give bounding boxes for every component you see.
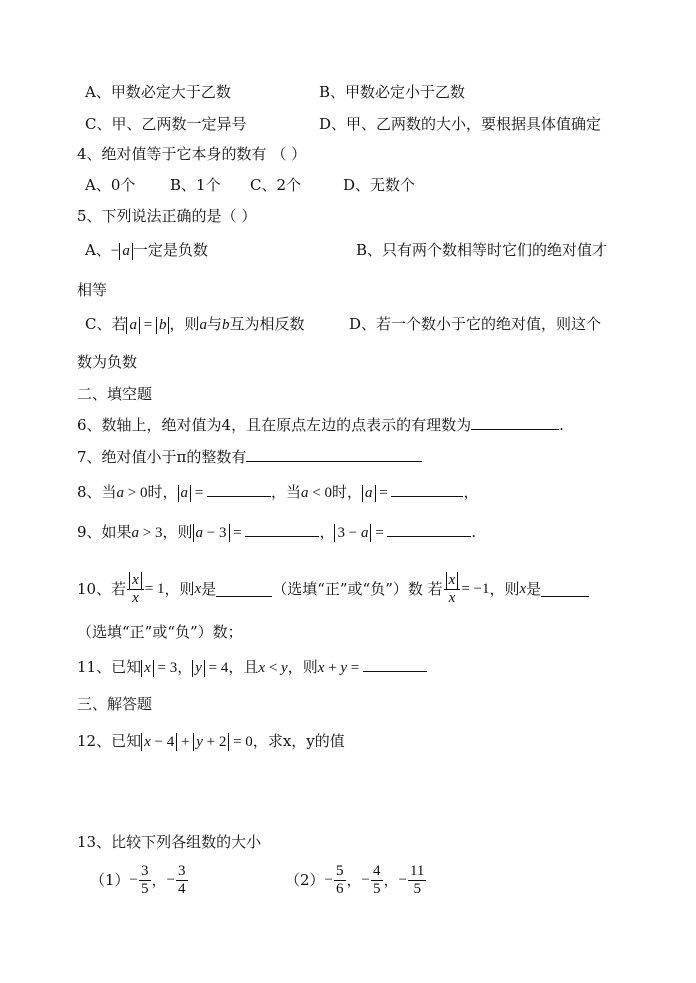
q5-option-b-line2: 相等: [77, 281, 108, 299]
q10-then-1: ，则: [164, 580, 195, 598]
q5-c-prefix: C、若: [85, 315, 127, 333]
q8-cond-2: < 0: [308, 485, 332, 501]
q10-x-1: x: [194, 581, 202, 597]
q8-end: ，: [463, 483, 479, 501]
q8-prefix: 8、当: [77, 483, 117, 501]
q4-option-b: B、1个: [170, 176, 221, 194]
q10-is-2: 是: [526, 580, 542, 598]
q6-text: 6、数轴上，绝对值为4，且在原点左边的点表示的有理数为: [77, 416, 472, 434]
q13-p1-f2-num: 3: [178, 862, 186, 879]
q13-p2-f1-num: 5: [336, 862, 344, 879]
q11-x: x: [258, 660, 266, 676]
q10-answer-blank-2[interactable]: [541, 582, 589, 597]
q3-option-d: D、甲、乙两数的大小，要根据具体值确定: [319, 115, 602, 133]
q10-eq-1: = 1: [144, 581, 165, 597]
q7-answer-blank[interactable]: [246, 447, 422, 462]
q12-y: y: [196, 734, 203, 750]
q7: [77, 447, 422, 467]
q5-a-abs: a: [119, 243, 133, 260]
q13-p2-fraction-3: [408, 863, 426, 898]
q12-eq0: = 0: [229, 734, 253, 750]
q10-f1-den: x: [132, 590, 139, 606]
q13-p2-f1-den: 6: [336, 880, 344, 897]
q11-eq-4: = 4: [204, 660, 229, 676]
q4-stem: 4、绝对值等于它本身的数有 （ ）: [77, 145, 307, 163]
q13-p1-minus-1: −: [129, 872, 139, 888]
q13-p2-comma-2: ，: [383, 871, 399, 889]
q11-eq: =: [347, 660, 364, 676]
q11-and: ，且: [228, 658, 259, 676]
q13-p2-f2-den: 5: [373, 880, 381, 897]
q10-then-2: ，则: [489, 580, 520, 598]
q12: [77, 731, 345, 752]
q5-c-abs-a: a: [126, 317, 140, 334]
q10-answer-blank-1[interactable]: [216, 582, 272, 597]
q13-p1-fraction-2: [176, 863, 188, 898]
q12-m4: − 4: [150, 734, 175, 750]
q8-when-1: 时，: [147, 483, 178, 501]
q8-var-1: a: [116, 485, 125, 501]
q3-option-c: C、甲、乙两数一定异号: [85, 115, 247, 133]
q13-p2-f3-den: 5: [413, 880, 421, 897]
q12-x: x: [144, 734, 151, 750]
q13-p2-f2-num: 4: [373, 862, 381, 879]
q3-option-a: A、甲数必定大于乙数: [85, 83, 231, 101]
q13-p2-f3-num: 11: [409, 862, 425, 879]
q5-option-d-line2: 数为负数: [77, 353, 138, 371]
q6-answer-blank[interactable]: [471, 415, 559, 430]
q10-line-2: （选填“正”或“负”）数；: [77, 623, 243, 641]
q9-eq-1: =: [229, 525, 246, 541]
q12-prefix: 12、已知: [77, 732, 142, 750]
q10-is-1: 是: [201, 580, 217, 598]
q10-x-2: x: [519, 581, 527, 597]
q9-eq-2: =: [371, 525, 388, 541]
q8-eq-2: =: [375, 485, 392, 501]
q8-answer-blank-1[interactable]: [207, 482, 271, 497]
q13-p2-fraction-2: [371, 863, 383, 898]
q5-option-c: [85, 314, 305, 335]
q13-stem: 13、比较下列各组数的大小: [77, 833, 262, 851]
q13-p2-fraction-1: [334, 863, 346, 898]
q5-c-mid: ，则: [169, 315, 200, 333]
q8: [77, 482, 478, 503]
q13-p2-comma-1: ，: [346, 871, 362, 889]
q9-prefix: 9、如果: [77, 523, 132, 541]
q11-x-sum: x: [317, 660, 325, 676]
q13-p1-comma: ，: [151, 871, 167, 889]
q10-f2-num: x: [446, 572, 459, 589]
q9-abs-1: [193, 524, 230, 542]
q3-option-b: B、甲数必定小于乙数: [319, 83, 466, 101]
q13-p1-fraction-1: [139, 863, 151, 898]
q9-answer-blank-1[interactable]: [245, 522, 319, 537]
q9-abs1-var: a: [195, 525, 204, 541]
q9-cond: > 3: [139, 525, 163, 541]
q10-paren-1: （选填“正”或“负”）数 若: [272, 580, 443, 598]
q13-p2-minus-1: −: [324, 872, 334, 888]
q4-option-c: C、2个: [250, 176, 302, 194]
q11-sep: ，: [177, 658, 193, 676]
q8-when-2: 时，: [331, 483, 362, 501]
q8-mid: ，当: [271, 483, 302, 501]
q5-c-b: b: [221, 317, 230, 333]
q12-p2: + 2: [202, 734, 227, 750]
q4-option-d: D、无数个: [343, 176, 416, 194]
q11-y-sum: y: [340, 660, 348, 676]
q9-abs-2: [334, 524, 371, 542]
q5-c-end: 互为相反数: [229, 315, 305, 333]
q11-eq-3: = 3: [153, 660, 178, 676]
q5-a-text: 一定是负数: [132, 241, 208, 259]
q11-then: ，则: [287, 658, 318, 676]
q5-stem: 5、下列说法正确的是（ ）: [77, 207, 257, 225]
q10: [77, 568, 589, 610]
q6: [77, 415, 564, 435]
q13-p2-label: （2）: [285, 871, 325, 889]
q11: [77, 657, 427, 678]
q7-text: 7、绝对值小于π的整数有: [77, 448, 247, 466]
q13-p1-f1-num: 3: [141, 862, 149, 879]
q5-option-d-line1: D、若一个数小于它的绝对值，则这个: [349, 315, 602, 333]
q8-answer-blank-2[interactable]: [391, 482, 463, 497]
q11-plus: +: [324, 660, 341, 676]
q5-a-minus: −: [110, 243, 120, 259]
q11-prefix: 11、已知: [77, 658, 142, 676]
q10-f2-den: x: [448, 590, 456, 606]
q13-p1-label: （1）: [90, 871, 130, 889]
q13-part-2: [285, 859, 427, 901]
q8-var-2: a: [301, 485, 309, 501]
q9-var: a: [131, 525, 140, 541]
q11-y: y: [281, 660, 288, 676]
q10-fraction-1: [127, 571, 144, 607]
q13-p2-minus-3: −: [398, 872, 407, 888]
q9-answer-blank-2[interactable]: [387, 522, 471, 537]
q11-answer-blank[interactable]: [363, 657, 427, 672]
q13-p2-minus-2: −: [361, 872, 370, 888]
q13-p1-f2-den: 4: [178, 880, 186, 897]
q9-abs2-lead: 3 −: [337, 525, 361, 541]
q8-cond-1: > 0: [124, 485, 148, 501]
q5-a-prefix: A、: [85, 241, 111, 259]
q8-eq-1: =: [191, 485, 207, 501]
section-3-title: 三、解答题: [77, 695, 153, 713]
q10-prefix: 10、若: [77, 580, 127, 598]
q6-end: .: [559, 416, 564, 434]
q13-p1-f1-den: 5: [141, 880, 149, 897]
q13-p1-minus-2: −: [166, 872, 175, 888]
q5-c-with: 与: [206, 315, 222, 333]
q5-option-a: [85, 240, 208, 261]
q12-end: ，求x，y的值: [252, 732, 345, 750]
q9: [77, 522, 476, 543]
q11-abs-y: y: [192, 660, 205, 677]
q12-abs-2: [193, 733, 229, 751]
q9-end: .: [471, 523, 477, 541]
q11-abs-x: x: [141, 660, 154, 677]
section-2-title: 二、填空题: [77, 385, 153, 403]
q8-abs-2: a: [362, 485, 376, 502]
q9-then: ，则: [162, 523, 193, 541]
q11-lt: <: [265, 660, 282, 676]
q12-abs-1: [141, 733, 177, 751]
q8-abs-1: a: [178, 485, 192, 502]
q5-c-abs-b: b: [156, 317, 170, 334]
q10-fraction-2: [444, 571, 461, 607]
q9-abs2-var: a: [360, 525, 369, 541]
q9-abs1-rest: − 3: [203, 525, 227, 541]
q9-sep: ，: [319, 523, 335, 541]
q5-option-b-line1: B、只有两个数相等时它们的绝对值才: [356, 241, 608, 259]
q4-option-a: A、0个: [85, 176, 136, 194]
q5-c-a: a: [199, 317, 207, 333]
q13-part-1: [90, 859, 189, 901]
q5-c-eq: =: [139, 317, 156, 333]
q12-plus: +: [177, 734, 194, 750]
q10-f1-num: x: [129, 572, 142, 589]
q10-eq-2: = −1: [461, 581, 490, 597]
